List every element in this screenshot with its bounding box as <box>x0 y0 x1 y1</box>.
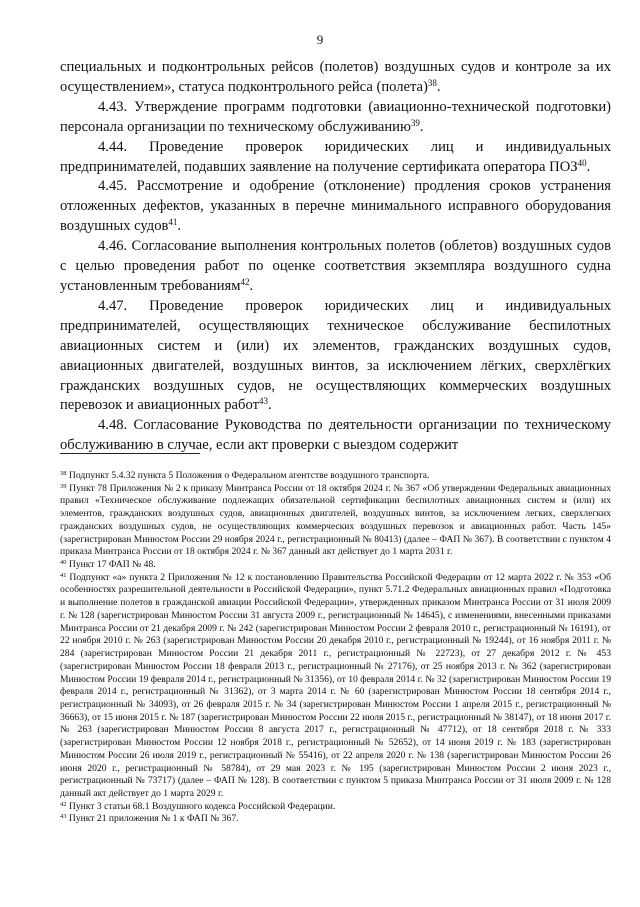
footnote-ref: 42 <box>240 276 250 287</box>
paragraph-text: 4.43. Утверждение программ подготовки (авиационно-технической подготовки) персонала организации по техническому обслуживанию <box>60 98 611 135</box>
continuation-paragraph: специальных и подконтрольных рейсов (полетов) воздушных судов и контроле за их осуществлением», статуса подконтрольного рейса (полета)$^{38}$. <box>60 59 611 95</box>
footnote-43 <box>60 813 611 826</box>
footnote-text: Пункт 21 приложения № 1 к ФАП № 367. <box>68 813 239 825</box>
footnote-ref: 40 <box>577 157 587 168</box>
footnotes <box>60 470 611 826</box>
footnote-ref: 41 <box>168 217 178 228</box>
paragraph-text: 4.47. Проведение проверок юридических лиц и индивидуальных предпринимателей, осуществляющих техническое обслуживание беспилотных авиационных систем и (или) их элементов, гражданских воздушных судов, авиационных двигателей, воздушных винтов, за исключением лёгких, сверхлёгких гражданских воздушных судов, не осуществляющих коммерческих воздушных перевозок и авиационных работ <box>60 297 611 414</box>
footnote-ref: 39 <box>410 117 420 128</box>
footnote-text: Пункт 3 статьи 68.1 Воздушного кодекса Российской Федерации. <box>68 800 336 812</box>
footnote-text: Подпункт «а» пункта 2 Приложения № 12 к постановлению Правительства Российской Федерации от 12 марта 2022 г. № 353 «Об особенностях разрешительной деятельности в Российской Федерации», пункт 5.71.2 Федеральных авиационных правил «Подготовка и выполнение полетов в гражданской авиации Российской Федерации», утвержденных приказом Минтранса России от 31 июля 2009 г. № 128 (зарегистрирован Минюстом России 31 августа 2009 г., регистрационный № 14645), с изменениями, внесенными приказами Минтранса России от 21 декабря 2009 г. № 242 (зарегистрирован Минюстом России 2 февраля 2010 г., регистрационный № 16191), от 22 ноября 2010 г. № 263 (зарегистрирован Минюстом России 20 декабря 2010 г., регистрационный № 19244), от 16 ноября 2011 г. № 284 (зарегистрирован Минюстом России 21 декабря 2011 г., регистрационный № 22723), от 27 декабря 2012 г. № 453 (зарегистрирован Минюстом России 18 февраля 2013 г., регистрационный № 27176), от 25 ноября 2013 г. № 362 (зарегистрирован Минюстом России 19 февраля 2014 г., регистрационный № 31356), от 10 февраля 2014 г. № 32 (зарегистрирован Минюстом России 19 февраля 2014 г., регистрационный № 31362), от 3 марта 2014 г. № 60 (зарегистрирован Минюстом России 18 сентября 2014 г., регистрационный № 34093), от 26 февраля 2015 г. № 34 (зарегистрирован Минюстом России 1 апреля 2015 г., регистрационный № 36663), от 15 июня 2015 г. № 187 (зарегистрирован Минюстом России 22 июля 2015 г., регистрационный № 38147), от 18 июня 2017 г. № 263 (зарегистрирован Минюстом России 8 августа 2017 г., регистрационный № 47712), от 18 сентября 2018 г. № 333 (зарегистрирован Минюстом России 12 ноября 2018 г., регистрационный № 52652), от 14 июня 2019 г. № 183 (зарегистрирован Минюстом России 26 июля 2019 г., регистрационный № 55416), от 22 апреля 2020 г. № 138 (зарегистрирован Минюстом России 26 июня 2020 г., регистрационный № 58784), от 29 мая 2023 г. № 195 (зарегистрирован Минюстом России 2 июня 2023 г., регистрационный № 73717) (далее – ФАП № 128). В соответствии с пунктом 5 приказа Минтранса России от 31 июля 2009 г. № 128 данный акт действует до 1 марта 2029 г. <box>60 571 611 799</box>
footnote-42 <box>60 801 611 814</box>
footnote-40 <box>60 559 611 572</box>
footnote-number: 42 <box>60 800 67 808</box>
page-number: 9 <box>316 32 324 47</box>
item-4-46: 4.46. Согласование выполнения контрольных полетов (облетов) воздушных судов с целью проведения работ по оценке соответствия экземпляра воздушного судна установленным требованиям$^{42}$. <box>60 238 611 294</box>
item-4-45: 4.45. Рассмотрение и одобрение (отклонение) продления сроков устранения отложенных дефектов, указанных в перечне минимального исправного оборудования воздушных судов$^{41}$. <box>60 178 611 235</box>
paragraph-text: 4.44. Проведение проверок юридических лиц и индивидуальных предпринимателей, подавших заявление на получение сертификата оператора ПОЗ <box>60 138 611 175</box>
footnote-41 <box>60 572 611 801</box>
paragraph-text: специальных и подконтрольных рейсов (полетов) воздушных судов и контроле за их осуществлением», статуса подконтрольного рейса (полета) <box>60 59 611 95</box>
main-text <box>60 58 611 456</box>
footnote-text: Подпункт 5.4.32 пункта 5 Положения о Федеральном агентстве воздушного транспорта. <box>68 470 430 481</box>
footnote-number: 40 <box>60 559 67 567</box>
footnote-ref: 43 <box>258 396 268 407</box>
paragraph-text: 4.45. Рассмотрение и одобрение (отклонение) продления сроков устранения отложенных дефектов, указанных в перечне минимального исправного оборудования воздушных судов <box>60 178 611 235</box>
footnote-separator <box>60 453 200 454</box>
item-4-43: 4.43. Утверждение программ подготовки (авиационно-технической подготовки) персонала организации по техническому обслуживанию$^{39}$. <box>60 98 611 135</box>
footnote-number: 43 <box>60 813 67 821</box>
footnote-number: 41 <box>60 571 67 579</box>
paragraph-text: 4.46. Согласование выполнения контрольных полетов (облетов) воздушных судов с целью проведения работ по оценке соответствия экземпляра воздушного судна установленным требованиям <box>60 238 611 294</box>
paragraph-text: 4.48. Согласование Руководства по деятельности организации по техническому обслуживанию в случае, если акт проверки с выездом содержит <box>60 417 611 454</box>
footnote-ref: 38 <box>427 77 437 88</box>
footnote-number: 38 <box>60 470 67 477</box>
footnote-39 <box>60 483 611 559</box>
item-4-44: 4.44. Проведение проверок юридических лиц и индивидуальных предпринимателей, подавших заявление на получение сертификата оператора ПОЗ$^{40}$. <box>60 138 611 175</box>
footnote-text: Пункт 78 Приложения № 2 к приказу Минтранса России от 18 октября 2024 г. № 367 «Об утверждении Федеральных авиационных правил «Техническое обслуживание подлежащих обязательной сертификации беспилотных авиационных систем и (или) их элементов, гражданских воздушных судов, авиационных двигателей, воздушных винтов, за исключением легких, сверхлегких гражданских воздушных судов, не осуществляющих коммерческих воздушных перевозок и авиационных работ. Часть 145» (зарегистрирован Минюстом России 29 ноября 2024 г., регистрационный № 80413) (далее – ФАП № 367). В соответствии с пунктом 4 приказа Минтранса России от 18 октября 2024 г. № 367 данный акт действует до 1 марта 2031 г. <box>60 482 611 558</box>
footnote-text: Пункт 17 ФАП № 48. <box>68 559 156 571</box>
item-4-48 <box>60 416 611 456</box>
footnote-38 <box>60 470 611 483</box>
footnote-number: 39 <box>60 482 67 490</box>
item-4-47: 4.47. Проведение проверок юридических лиц и индивидуальных предпринимателей, осуществляющих техническое обслуживание беспилотных авиационных систем и (или) их элементов, гражданских воздушных судов, авиационных двигателей, воздушных винтов, за исключением лёгких, сверхлёгких гражданских воздушных судов, не осуществляющих коммерческих воздушных перевозок и авиационных работ$^{43}$. <box>60 297 611 414</box>
